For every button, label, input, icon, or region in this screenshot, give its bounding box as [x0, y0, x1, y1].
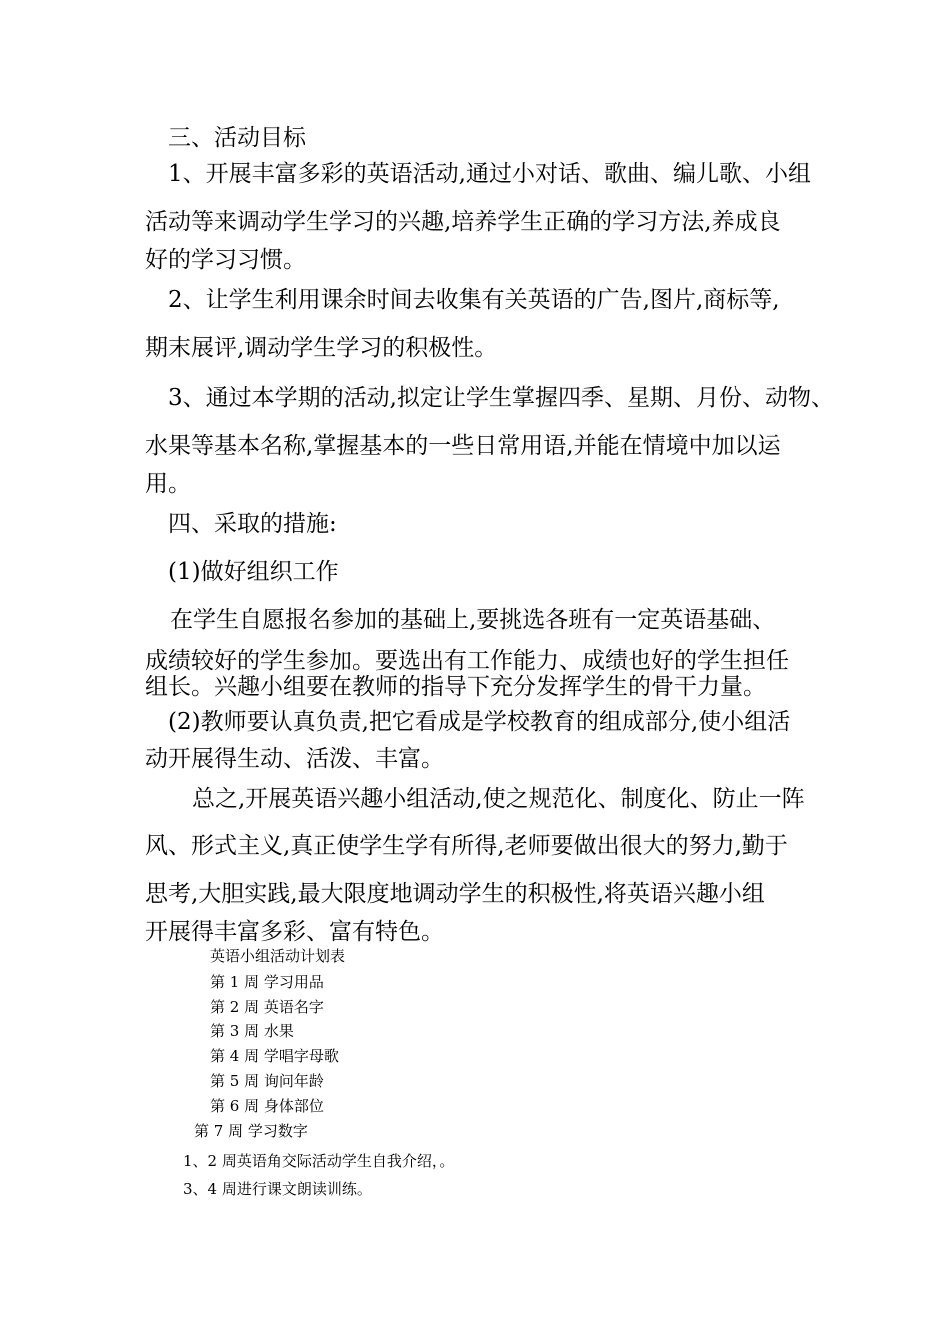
plan-week-5: 第 5 周 询问年龄: [210, 1072, 324, 1090]
goal-1-line-2: 活动等来调动学生学习的兴趣,培养学生正确的学习方法,养成良: [145, 209, 781, 235]
measure-1-line-2: 成绩较好的学生参加。要选出有工作能力、成绩也好的学生担任: [145, 648, 789, 674]
plan-week-1: 第 1 周 学习用品: [210, 973, 324, 991]
goal-3-line-2: 水果等基本名称,掌握基本的一些日常用语,并能在情境中加以运: [145, 433, 781, 459]
summary-line-4: 开展得丰富多彩、富有特色。: [145, 919, 444, 945]
goal-3-line-1: 3、通过本学期的活动,拟定让学生掌握四季、星期、月份、动物、: [168, 385, 834, 411]
summary-line-2: 风、形式主义,真正使学生学有所得,老师要做出很大的努力,勤于: [145, 833, 788, 859]
section-heading-goals: 三、活动目标: [168, 125, 306, 151]
plan-note-1: 1、2 周英语角交际活动学生自我介绍，。: [183, 1152, 455, 1170]
goal-1-line-1: 1、开展丰富多彩的英语活动,通过小对话、歌曲、编儿歌、小组: [168, 161, 811, 187]
goal-2-line-1: 2、让学生利用课余时间去收集有关英语的广告,图片,商标等,: [168, 287, 780, 313]
plan-week-3: 第 3 周 水果: [210, 1022, 294, 1040]
summary-line-3: 思考,大胆实践,最大限度地调动学生的积极性,将英语兴趣小组: [145, 881, 765, 907]
section-heading-measures: 四、采取的措施:: [168, 511, 337, 537]
summary-line-1: 总之,开展英语兴趣小组活动,使之规范化、制度化、防止一阵: [192, 786, 805, 812]
measure-2-line-2: 动开展得生动、活泼、丰富。: [145, 746, 444, 772]
plan-week-6: 第 6 周 身体部位: [210, 1097, 324, 1115]
goal-3-line-3: 用。: [145, 471, 191, 497]
plan-table-title: 英语小组活动计划表: [210, 947, 346, 965]
goal-1-line-3: 好的学习习惯。: [145, 247, 306, 273]
plan-week-2: 第 2 周 英语名字: [210, 998, 324, 1016]
plan-week-7: 第 7 周 学习数字: [194, 1122, 308, 1140]
measure-2-line-1: (2)教师要认真负责,把它看成是学校教育的组成部分,使小组活: [168, 709, 791, 735]
plan-week-4: 第 4 周 学唱字母歌: [210, 1047, 339, 1065]
goal-2-line-2: 期末展评,调动学生学习的积极性。: [145, 335, 498, 361]
measure-1-title: (1)做好组织工作: [168, 559, 339, 585]
plan-note-2: 3、4 周进行课文朗读训练。: [183, 1180, 372, 1198]
measure-1-line-3: 组长。兴趣小组要在教师的指导下充分发挥学生的骨干力量。: [145, 674, 766, 700]
measure-1-line-1: 在学生自愿报名参加的基础上,要挑选各班有一定英语基础、: [170, 607, 776, 633]
